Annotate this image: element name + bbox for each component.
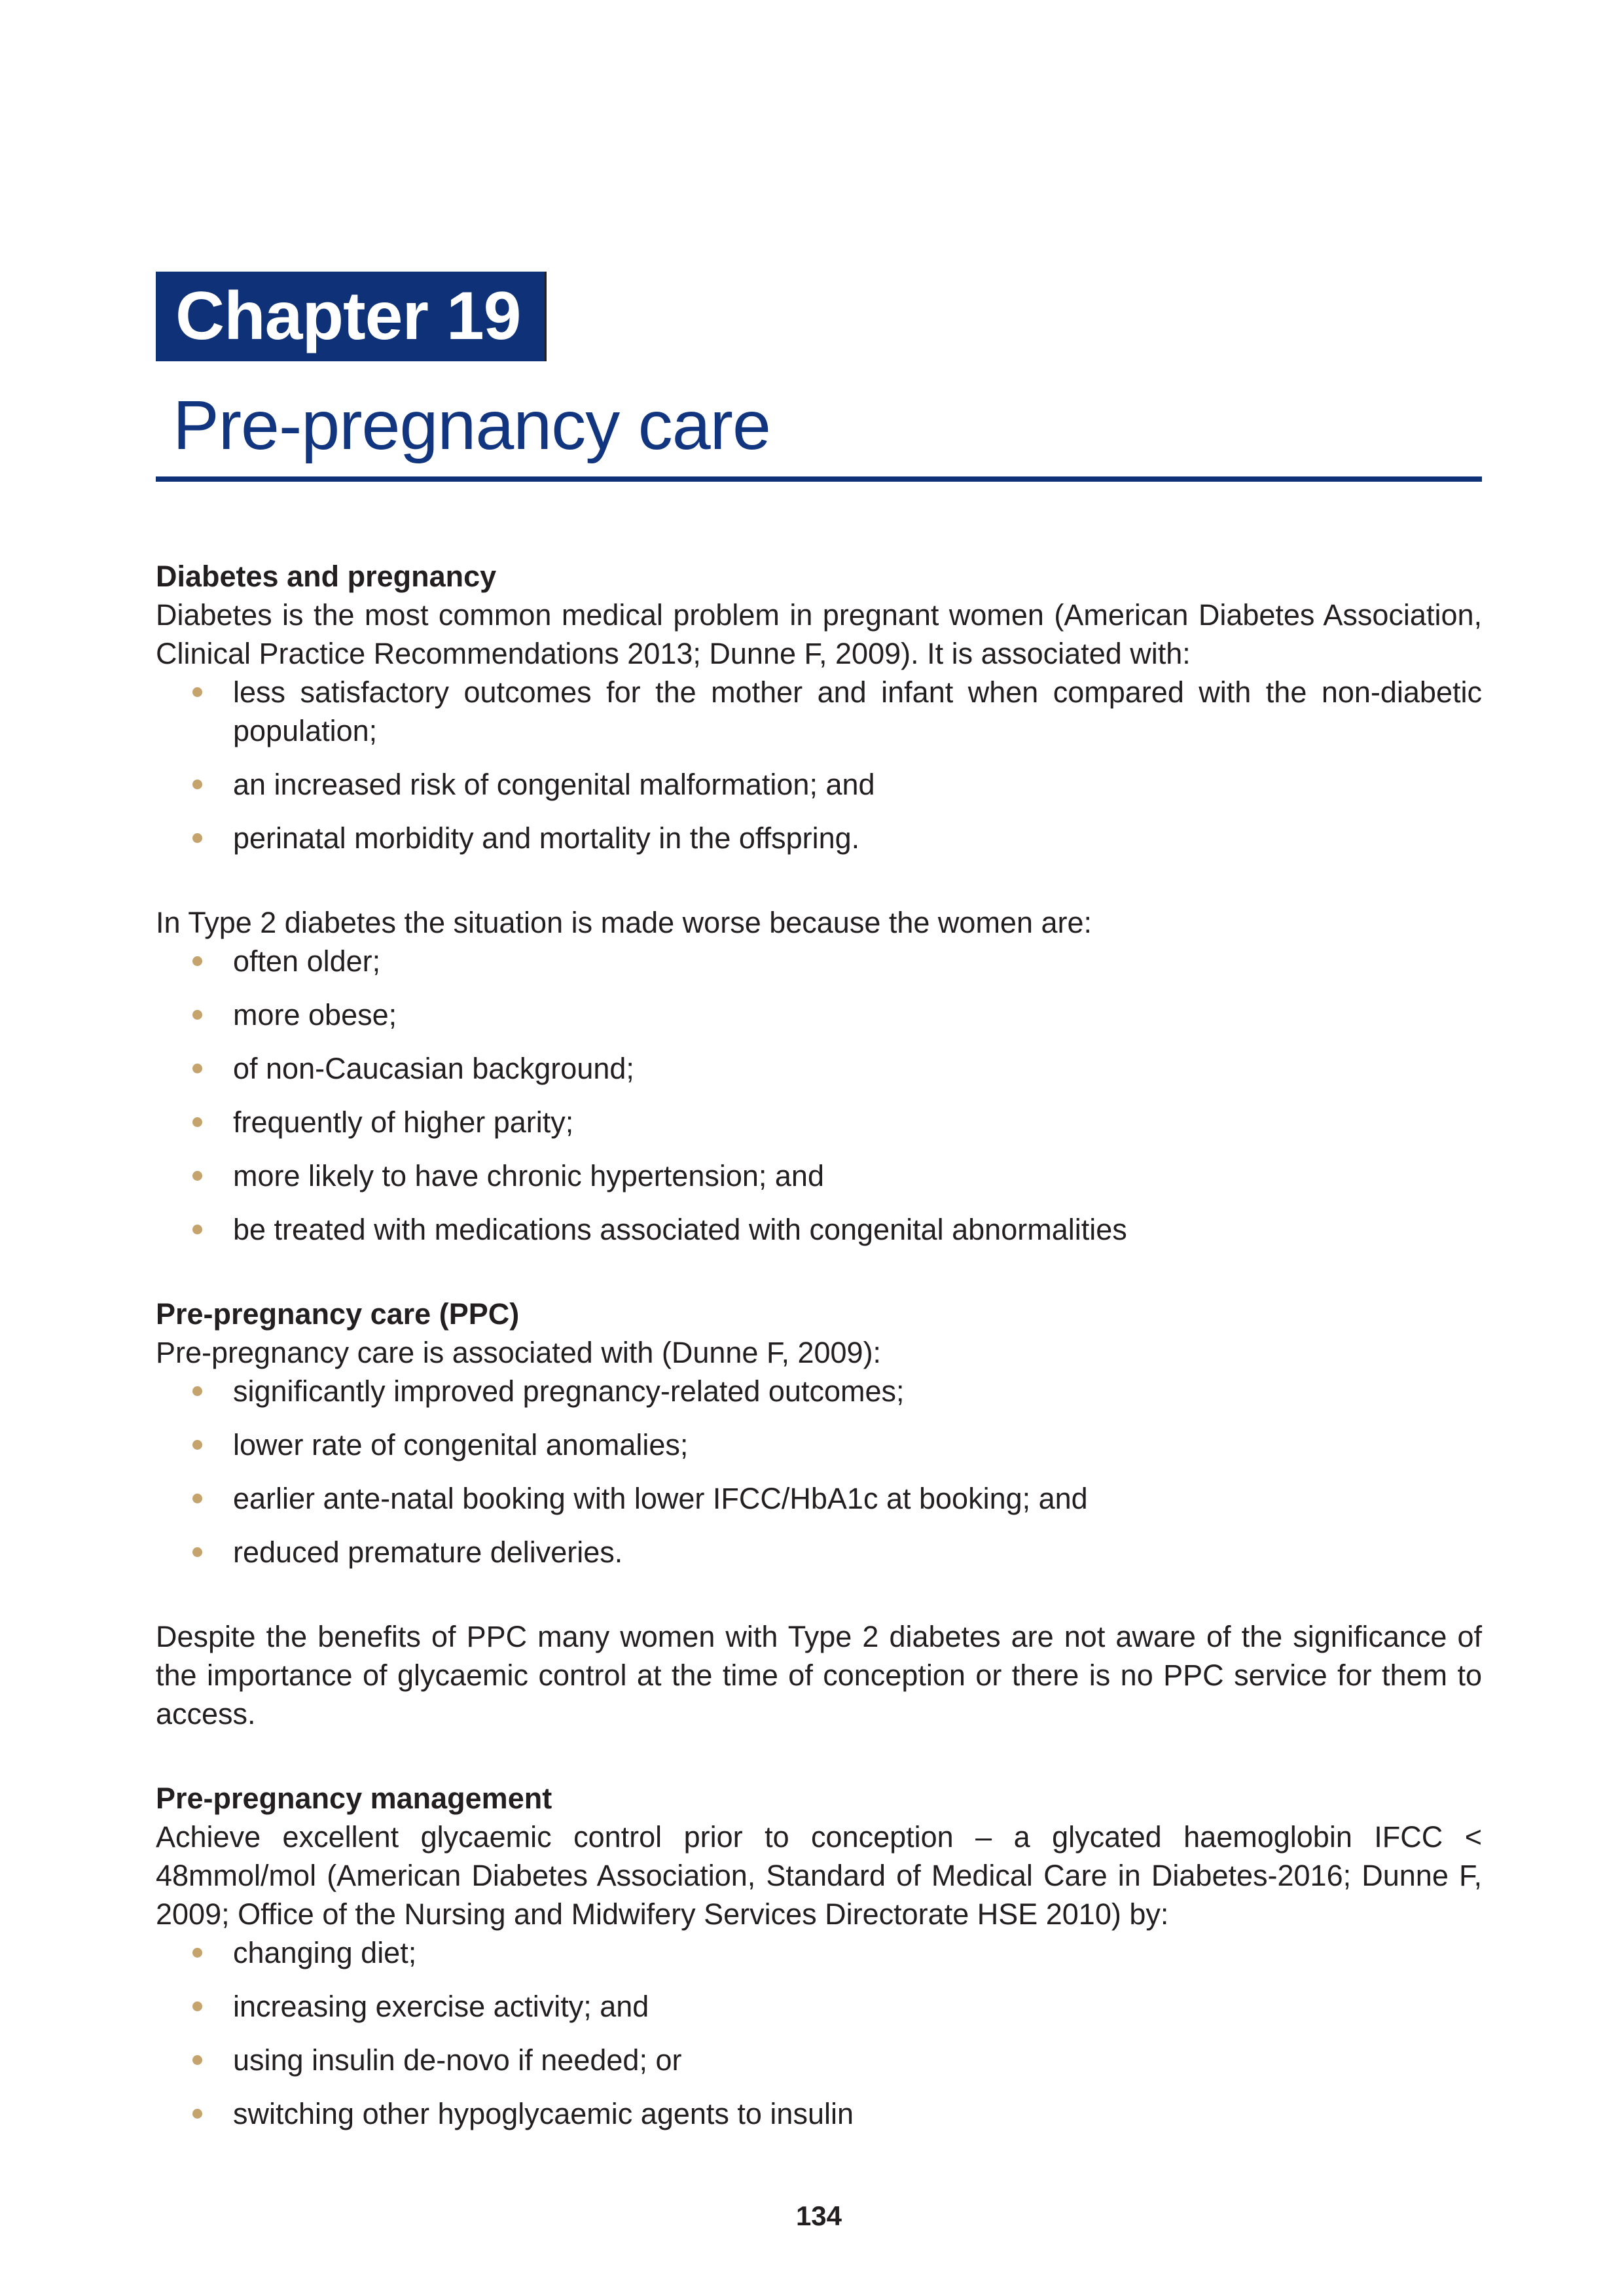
bullet-list: [156, 942, 1482, 1249]
bullet-icon: [192, 687, 202, 697]
bullet-icon: [192, 1440, 202, 1450]
bullet-icon: [192, 2109, 202, 2119]
list-item: [156, 1157, 1482, 1195]
list-item-text: an increased risk of congenital malformation; and: [233, 768, 875, 801]
list-item: [156, 942, 1482, 980]
chapter-title: Pre-pregnancy care: [173, 387, 770, 464]
bullet-icon: [192, 833, 202, 843]
list-item: [156, 765, 1482, 804]
section-pre-pregnancy-care: [156, 1295, 1482, 1571]
bullet-icon: [192, 1171, 202, 1181]
bullet-list: [156, 1933, 1482, 2133]
list-item: [156, 673, 1482, 750]
list-item-text: significantly improved pregnancy-related outcomes;: [233, 1374, 905, 1408]
section-heading: Diabetes and pregnancy: [156, 560, 497, 593]
list-item-text: often older;: [233, 944, 381, 978]
bullet-list: [156, 673, 1482, 857]
bullet-icon: [192, 1117, 202, 1127]
list-item-text: perinatal morbidity and mortality in the offspring.: [233, 821, 860, 855]
paragraph: Pre-pregnancy care is associated with (Dunne F, 2009):: [156, 1336, 882, 1369]
list-item-text: reduced premature deliveries.: [233, 1535, 623, 1569]
spacer: [156, 1249, 1482, 1295]
bullet-icon: [192, 1948, 202, 1958]
paragraph: Despite the benefits of PPC many women with Type 2 diabetes are not aware of the significance of the importance of glycaemic control at the time of conception or there is no PPC service for them to access.: [156, 1620, 1482, 1731]
section-diabetes-and-pregnancy: [156, 557, 1482, 857]
list-item: [156, 1426, 1482, 1464]
list-item: [156, 1533, 1482, 1571]
bullet-icon: [192, 1225, 202, 1234]
section-heading: Pre-pregnancy care (PPC): [156, 1297, 520, 1331]
spacer: [156, 1733, 1482, 1779]
list-item: [156, 819, 1482, 857]
list-item: [156, 1049, 1482, 1088]
list-item: [156, 1933, 1482, 1972]
list-item-text: earlier ante-natal booking with lower IFCC/HbA1c at booking; and: [233, 1482, 1088, 1515]
list-item-text: be treated with medications associated with congenital abnormalities: [233, 1213, 1127, 1246]
paragraph: Diabetes is the most common medical problem in pregnant women (American Diabetes Association, Clinical Practice Recommendations 2013; Dunne F, 2009). It is associated with:: [156, 598, 1482, 670]
list-item: [156, 1372, 1482, 1410]
list-item: [156, 2094, 1482, 2133]
list-item-text: more likely to have chronic hypertension; and: [233, 1159, 824, 1193]
bullet-icon: [192, 956, 202, 966]
list-item-text: of non-Caucasian background;: [233, 1052, 634, 1085]
bullet-icon: [192, 1064, 202, 1073]
body-content: [156, 557, 1482, 2133]
bullet-icon: [192, 1386, 202, 1396]
bullet-icon: [192, 2001, 202, 2011]
spacer: [156, 1571, 1482, 1617]
bullet-icon: [192, 1494, 202, 1503]
list-item-text: more obese;: [233, 998, 397, 1031]
list-item: [156, 996, 1482, 1034]
list-item-text: switching other hypoglycaemic agents to insulin: [233, 2097, 854, 2130]
page-number: 134: [795, 2200, 842, 2231]
title-divider: [156, 476, 1482, 482]
chapter-label: Chapter 19: [156, 272, 547, 361]
list-item-text: using insulin de-novo if needed; or: [233, 2043, 682, 2077]
list-item-text: lower rate of congenital anomalies;: [233, 1428, 689, 1462]
paragraph: In Type 2 diabetes the situation is made worse because the women are:: [156, 906, 1092, 939]
list-item-text: frequently of higher parity;: [233, 1105, 574, 1139]
list-item: [156, 1987, 1482, 2026]
bullet-icon: [192, 2055, 202, 2065]
list-item-text: increasing exercise activity; and: [233, 1990, 649, 2023]
list-item: [156, 2041, 1482, 2079]
document-page: [156, 0, 1482, 2296]
list-item: [156, 1210, 1482, 1249]
list-item: [156, 1103, 1482, 1141]
list-item: [156, 1479, 1482, 1518]
paragraph: Achieve excellent glycaemic control prior to conception – a glycated haemoglobin IFCC < 48mmol/mol (American Diabetes Association, Standard of Medical Care in Diabetes-2016; Dunne F, 2009; Office of the Nursing and Midwifery Services Directorate HSE 2010) by:: [156, 1820, 1482, 1931]
bullet-icon: [192, 780, 202, 789]
list-item-text: less satisfactory outcomes for the mother and infant when compared with the non-diabetic population;: [233, 675, 1482, 747]
bullet-icon: [192, 1547, 202, 1557]
section-type-2-diabetes: [156, 903, 1482, 1249]
bullet-list: [156, 1372, 1482, 1571]
spacer: [156, 857, 1482, 903]
list-item-text: changing diet;: [233, 1936, 417, 1969]
section-pre-pregnancy-management: [156, 1779, 1482, 2133]
section-ppc-awareness: [156, 1617, 1482, 1733]
bullet-icon: [192, 1010, 202, 1020]
section-heading: Pre-pregnancy management: [156, 1782, 552, 1815]
